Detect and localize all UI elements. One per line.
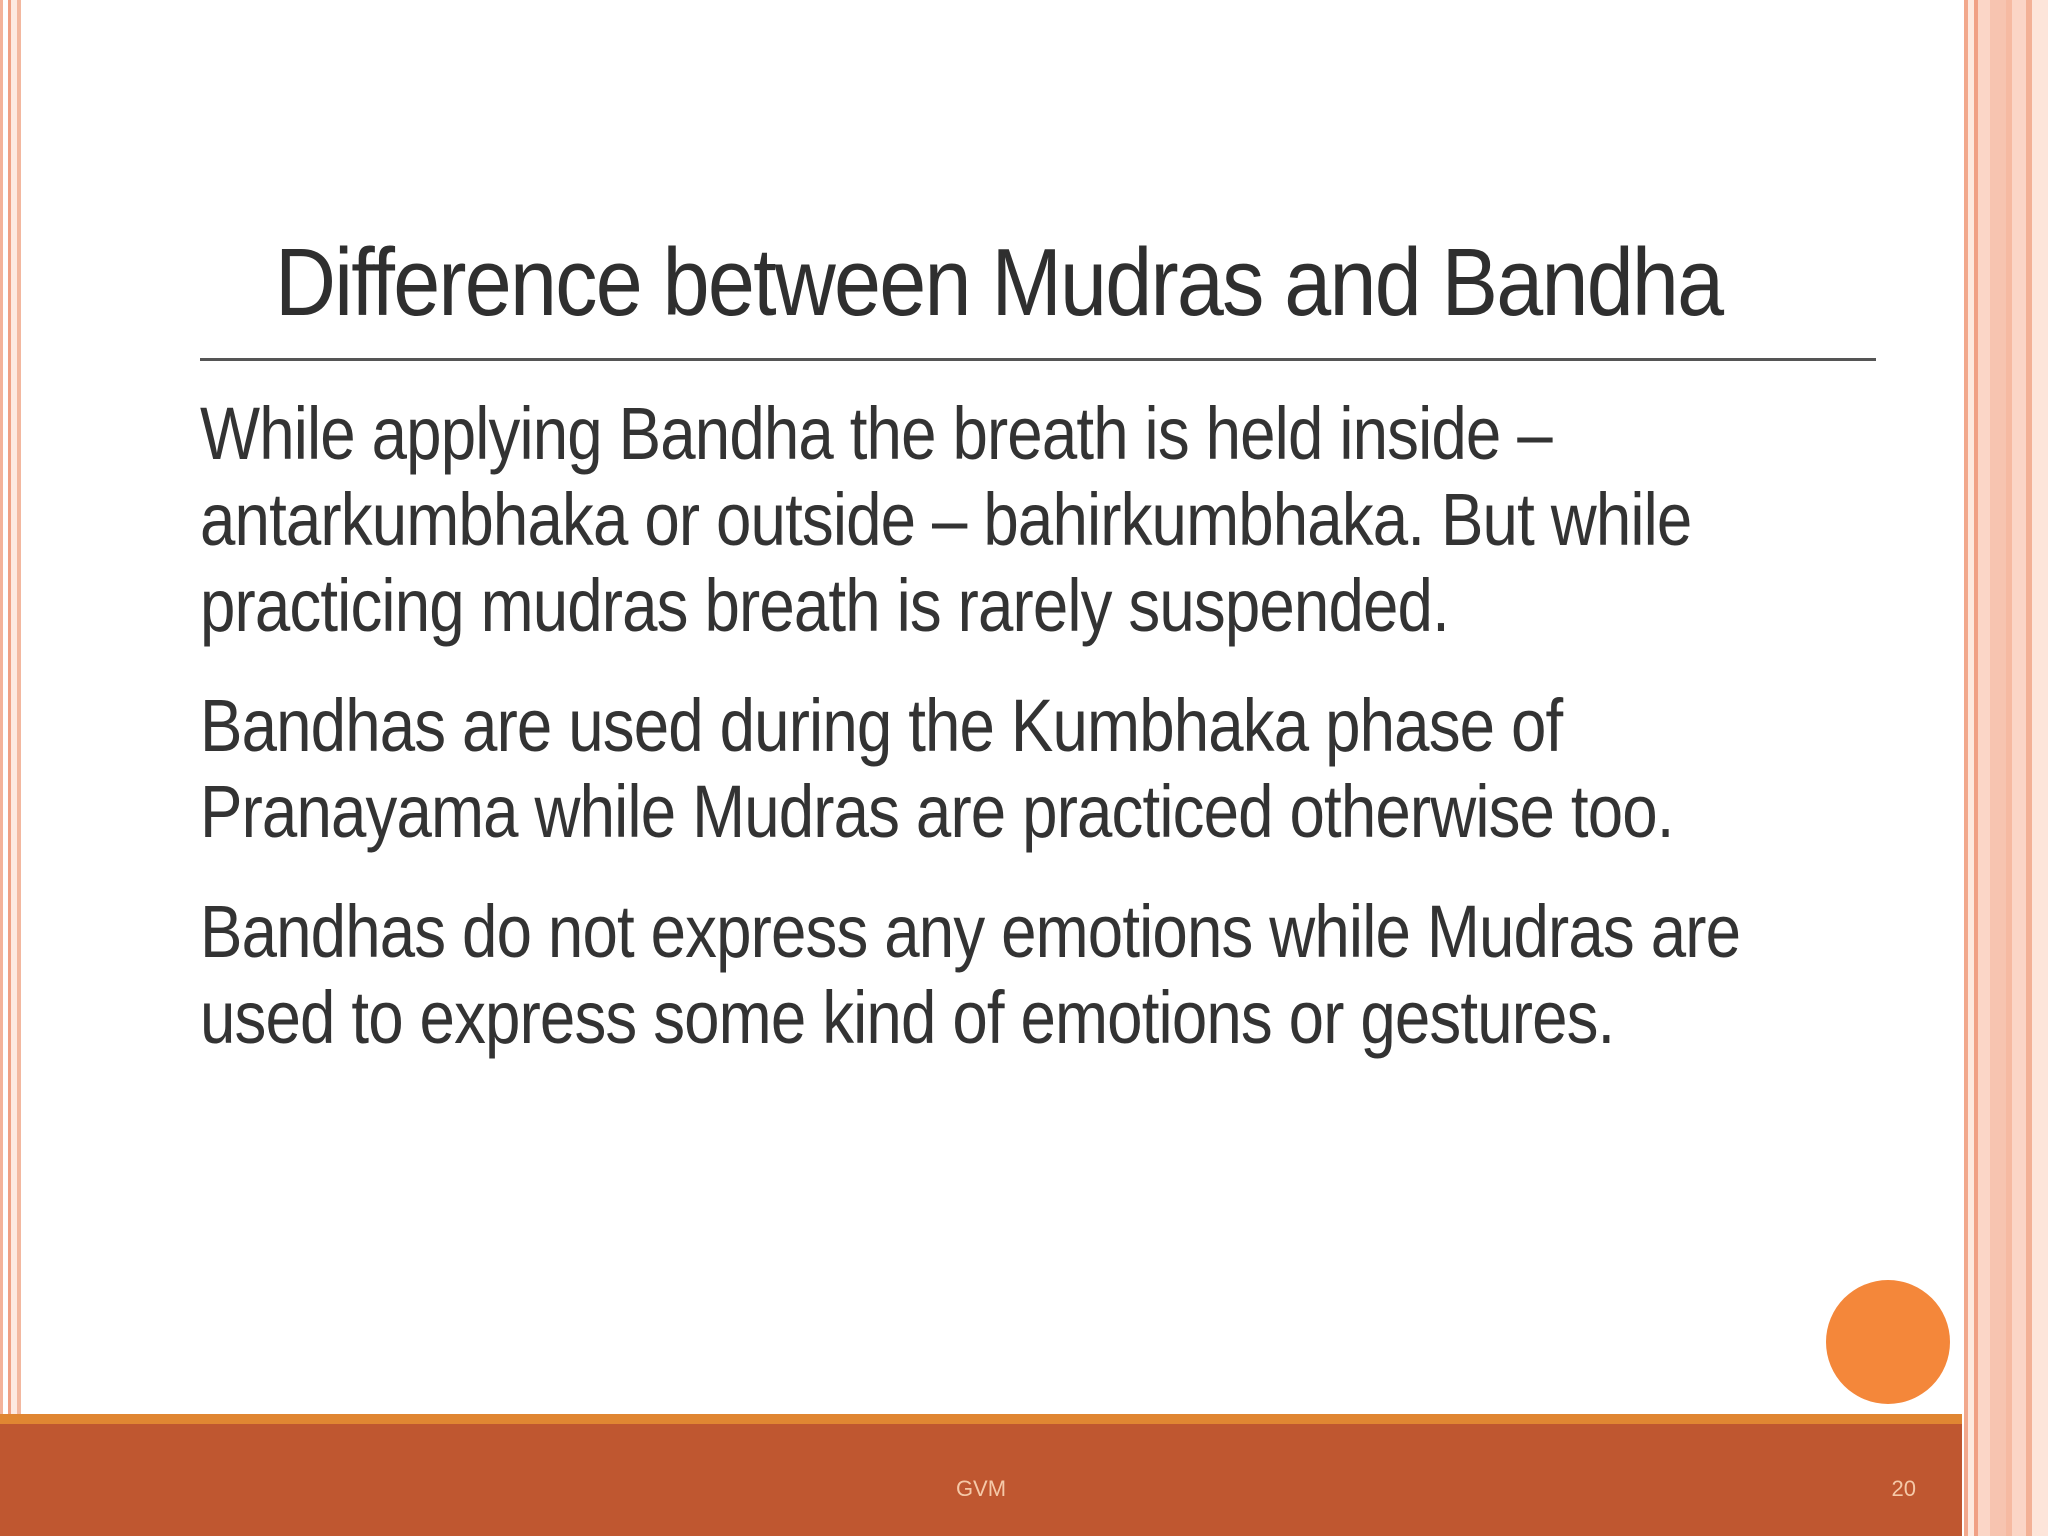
slide-content [180,230,1880,1095]
footer-text: GVM [955,1476,1007,1501]
footer-accent-line [0,1414,1962,1424]
orange-circle-decoration [1826,1280,1950,1404]
slide-title: Difference between Mudras and Bandha [275,229,1723,336]
right-decorative-border [1960,0,2048,1536]
bullet-item: Bandhas do not express any emotions while Mudras are used to express some kind of emotions or gestures. [200,889,1741,1059]
page-number: 20 [1891,1476,1916,1501]
bullet-list [200,391,1880,1061]
left-decorative-border [0,0,26,1536]
title-divider [200,358,1876,361]
bullet-item: While applying Bandha the breath is held inside – antarkumbhaka or outside – bahirkumbhaka. But while practicing mudras breath is rarely suspended. [200,391,1692,647]
bullet-item: Bandhas are used during the Kumbhaka phase of Pranayama while Mudras are practiced otherwise too. [200,683,1674,853]
